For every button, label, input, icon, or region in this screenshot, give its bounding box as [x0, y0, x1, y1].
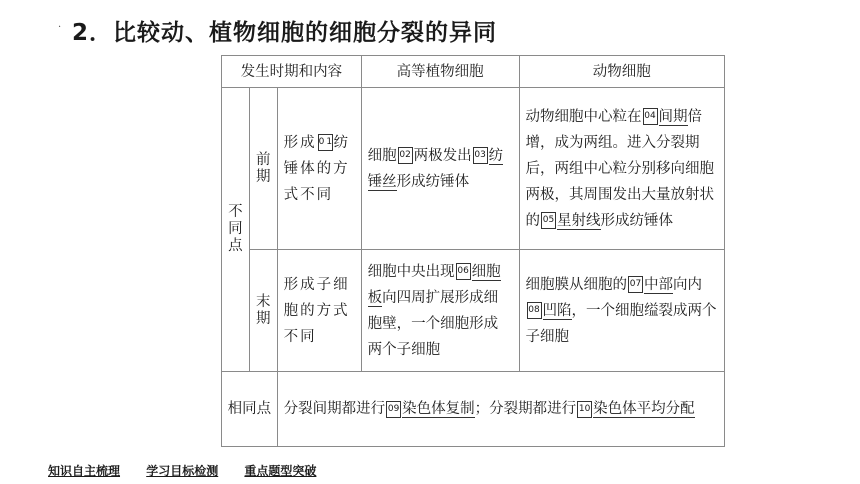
answer-interphase: 间期: [658, 108, 688, 125]
answer-invaginate: 凹陷: [542, 302, 572, 319]
answer-astral-rays: 星射线: [557, 212, 601, 229]
same-label: 相同点: [222, 372, 278, 447]
table-header-row: [222, 56, 725, 88]
table-row-prophase: [222, 88, 725, 250]
blank-number-05: 05: [541, 212, 556, 229]
footer-link-knowledge-review[interactable]: 知识自主梳理: [48, 464, 121, 478]
footer-link-key-question-types[interactable]: 重点题型突破: [244, 464, 317, 478]
blank-number-06: 06: [456, 263, 471, 280]
footer-nav: [48, 462, 338, 479]
blank-number-03: 03: [473, 147, 488, 164]
answer-cell-plate: 细胞板: [367, 263, 501, 306]
bullet-dot: ·: [58, 22, 62, 33]
header-content: 发生时期和内容: [222, 56, 362, 88]
blank-number-01: 01: [318, 134, 333, 151]
plant-prophase: 细胞 02 两极发出 03 纺锤丝形成纺锤体: [361, 88, 519, 250]
plant-telophase: 细胞中央出现 06 细胞板向四周扩展形成细胞壁，一个细胞形成两个子细胞: [361, 250, 519, 372]
blank-number-10: 10: [577, 401, 592, 418]
header-plant: 高等植物细胞: [361, 56, 519, 88]
blank-number-07: 07: [628, 276, 643, 293]
table-row-telophase: [222, 250, 725, 372]
diff-label: 不同点: [222, 88, 250, 372]
condition-telophase: 形成子细胞的方式不同: [277, 250, 361, 372]
phase-label-prophase: 前期: [249, 88, 277, 250]
answer-chromosome-replication: 染色体复制: [402, 401, 475, 417]
comparison-table: [221, 55, 725, 447]
condition-prophase: 形成 01纺锤体的方式不同: [277, 88, 361, 250]
blank-number-04: 04: [643, 108, 658, 125]
answer-spindle-fiber: 纺锤丝: [367, 147, 504, 190]
footer-link-goal-test[interactable]: 学习目标检测: [146, 464, 219, 478]
similarity-cell: 分裂间期都进行 09 染色体复制；分裂期都进行 10 染色体平均分配: [277, 372, 724, 447]
phase-label-telophase: 末期: [249, 250, 277, 372]
blank-number-08: 08: [527, 302, 542, 319]
animal-telophase: 细胞膜从细胞的 07 中部向内08 凹陷，一个细胞缢裂成两个子细胞: [519, 250, 724, 372]
animal-prophase: 动物细胞中心粒在 04 间期倍增，成为两组。进入分裂期后，两组中心粒分别移向细胞两极，其周围发出大量放射状的 05 星射线形成纺锤体: [519, 88, 724, 250]
answer-chromosome-distribution: 染色体平均分配: [593, 401, 695, 417]
blank-number-02: 02: [398, 147, 413, 164]
table-row-similarity: [222, 372, 725, 447]
answer-middle: 中部: [644, 276, 674, 293]
blank-number-09: 09: [386, 401, 401, 418]
header-animal: 动物细胞: [519, 56, 724, 88]
page-title: 2．比较动、植物细胞的细胞分裂的异同: [72, 20, 498, 46]
